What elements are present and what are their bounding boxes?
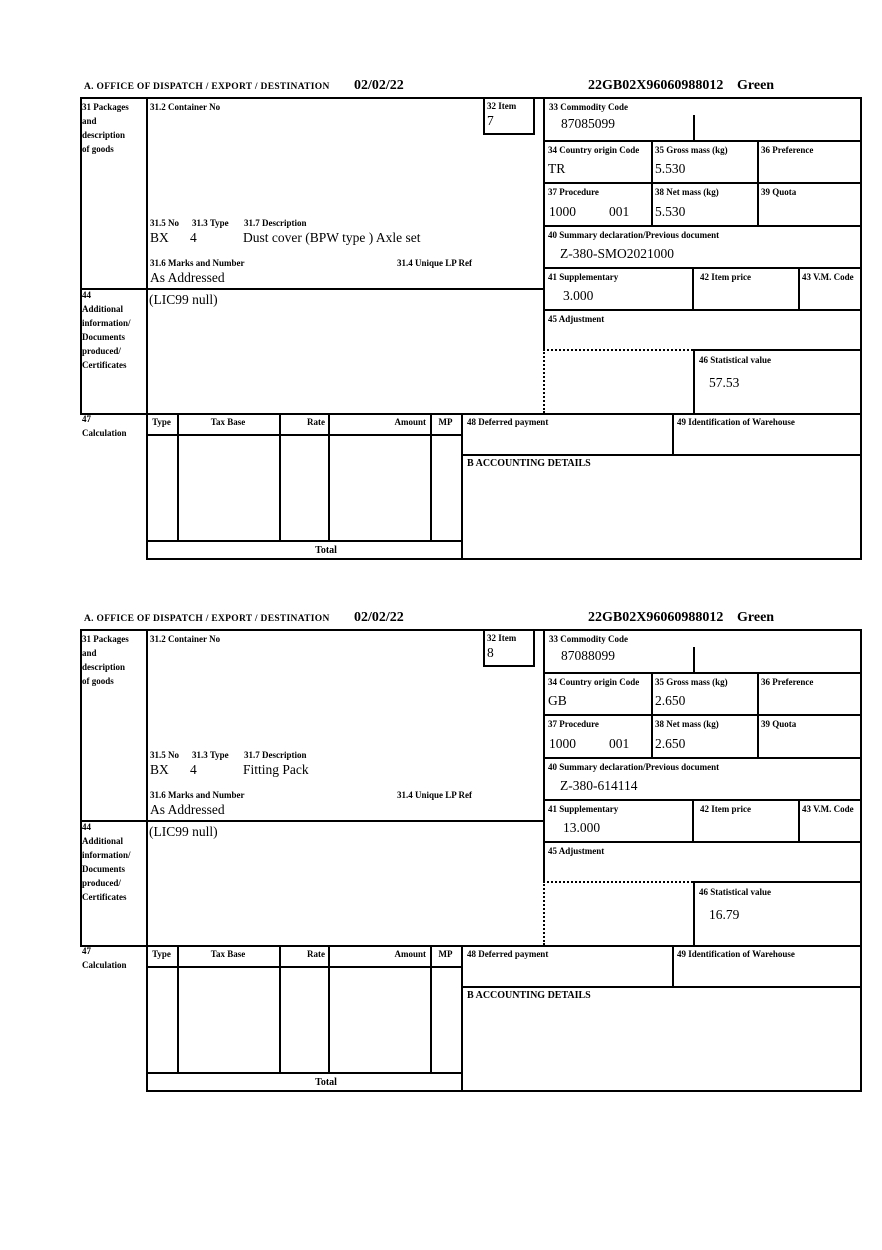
vm-code-label: 43 V.M. Code bbox=[802, 804, 854, 814]
item-price-label: 42 Item price bbox=[700, 804, 751, 814]
dotted-line bbox=[543, 349, 545, 413]
total-label: Total bbox=[315, 1077, 337, 1088]
border-line bbox=[693, 349, 862, 351]
commodity-code-label: 33 Commodity Code bbox=[549, 634, 628, 644]
package-type-value: 4 bbox=[190, 762, 197, 777]
border-line bbox=[543, 799, 862, 801]
summary-declaration-label: 40 Summary declaration/Previous document bbox=[548, 762, 720, 772]
additional-info-label: Certificates bbox=[82, 892, 127, 902]
item-box-border bbox=[533, 629, 535, 665]
item-box-border bbox=[483, 97, 485, 133]
item-label: 32 Item bbox=[487, 101, 517, 111]
border-line bbox=[798, 799, 800, 841]
quota-label: 39 Quota bbox=[761, 719, 797, 729]
border-line bbox=[461, 413, 463, 558]
warehouse-id-label: 49 Identification of Warehouse bbox=[677, 417, 795, 427]
dotted-line bbox=[543, 881, 545, 945]
routing-status: Green bbox=[737, 78, 775, 93]
package-no-label: 31.5 No bbox=[150, 750, 179, 760]
border-line bbox=[279, 413, 281, 540]
package-no-value: BX bbox=[150, 230, 169, 245]
calculation-label: 47 bbox=[82, 414, 91, 424]
border-line bbox=[80, 629, 862, 631]
additional-info-label: Additional bbox=[82, 836, 124, 846]
additional-info-label: information/ bbox=[82, 850, 131, 860]
packages-description-label: description bbox=[82, 662, 126, 672]
calc-col-rate: Rate bbox=[307, 417, 325, 427]
commodity-code-separator bbox=[693, 647, 695, 672]
border-line bbox=[543, 757, 862, 759]
additional-info-label: Additional bbox=[82, 304, 124, 314]
statistical-value: 16.79 bbox=[709, 907, 740, 922]
border-line bbox=[146, 1072, 463, 1074]
additional-info-label: produced/ bbox=[82, 878, 121, 888]
additional-info-label: Certificates bbox=[82, 360, 127, 370]
accounting-details-label: B ACCOUNTING DETAILS bbox=[467, 990, 591, 1001]
additional-info-label: Documents bbox=[82, 332, 125, 342]
border-line bbox=[80, 288, 545, 290]
dotted-line bbox=[543, 349, 693, 351]
marks-numbers-value: As Addressed bbox=[150, 802, 225, 817]
statistical-value-label: 46 Statistical value bbox=[699, 887, 771, 897]
border-line bbox=[177, 413, 179, 540]
border-line bbox=[146, 629, 148, 1090]
gross-mass-value: 5.530 bbox=[655, 161, 686, 176]
border-line bbox=[543, 841, 862, 843]
border-line bbox=[798, 267, 800, 309]
package-type-label: 31.3 Type bbox=[192, 750, 229, 760]
border-line bbox=[543, 672, 862, 674]
gross-mass-label: 35 Gross mass (kg) bbox=[655, 677, 728, 687]
goods-description-label: 31.7 Description bbox=[244, 750, 307, 760]
calc-col-mp: MP bbox=[438, 417, 453, 427]
packages-description-label: 31 Packages bbox=[82, 634, 129, 644]
item-box-border bbox=[483, 665, 535, 667]
summary-declaration-label: 40 Summary declaration/Previous document bbox=[548, 230, 720, 240]
procedure-label: 37 Procedure bbox=[548, 187, 599, 197]
gross-mass-value: 2.650 bbox=[655, 693, 686, 708]
packages-description-label: and bbox=[82, 116, 97, 126]
item-box-border bbox=[533, 97, 535, 133]
package-type-value: 4 bbox=[190, 230, 197, 245]
movement-reference-number: 22GB02X96060988012 bbox=[588, 78, 724, 93]
additional-info-value: (LIC99 null) bbox=[149, 292, 218, 307]
border-line bbox=[461, 454, 862, 456]
additional-info-label: Documents bbox=[82, 864, 125, 874]
procedure-label: 37 Procedure bbox=[548, 719, 599, 729]
country-origin-label: 34 Country origin Code bbox=[548, 677, 640, 687]
border-line bbox=[146, 966, 463, 968]
net-mass-value: 5.530 bbox=[655, 204, 686, 219]
border-line bbox=[757, 672, 759, 757]
additional-info-label: 44 bbox=[82, 822, 91, 832]
item-number: 7 bbox=[487, 113, 494, 128]
border-line bbox=[80, 97, 862, 99]
calculation-label: Calculation bbox=[82, 428, 127, 438]
gross-mass-label: 35 Gross mass (kg) bbox=[655, 145, 728, 155]
border-line bbox=[543, 140, 862, 142]
calculation-label: Calculation bbox=[82, 960, 127, 970]
office-of-dispatch-label: A. OFFICE OF DISPATCH / EXPORT / DESTINATION bbox=[84, 82, 330, 92]
border-line bbox=[693, 881, 695, 945]
packages-description-label: description bbox=[82, 130, 126, 140]
border-line bbox=[146, 540, 463, 542]
border-line bbox=[860, 629, 862, 1090]
net-mass-label: 38 Net mass (kg) bbox=[655, 187, 719, 197]
statistical-value-label: 46 Statistical value bbox=[699, 355, 771, 365]
border-line bbox=[80, 820, 545, 822]
border-line bbox=[543, 97, 545, 349]
supplementary-label: 41 Supplementary bbox=[548, 272, 619, 282]
additional-info-value: (LIC99 null) bbox=[149, 824, 218, 839]
border-line bbox=[543, 309, 862, 311]
border-line bbox=[461, 945, 463, 1090]
border-line bbox=[279, 945, 281, 1072]
supplementary-label: 41 Supplementary bbox=[548, 804, 619, 814]
declaration-date: 02/02/22 bbox=[354, 78, 404, 93]
border-line bbox=[651, 672, 653, 757]
adjustment-label: 45 Adjustment bbox=[548, 846, 605, 856]
border-line bbox=[757, 140, 759, 225]
goods-description-label: 31.7 Description bbox=[244, 218, 307, 228]
border-line bbox=[543, 225, 862, 227]
procedure-extension-value: 001 bbox=[609, 204, 630, 219]
preference-label: 36 Preference bbox=[761, 677, 814, 687]
net-mass-value: 2.650 bbox=[655, 736, 686, 751]
calc-col-type: Type bbox=[152, 949, 171, 959]
commodity-code-value: 87085099 bbox=[561, 116, 615, 131]
marks-numbers-label: 31.6 Marks and Number bbox=[150, 790, 245, 800]
border-line bbox=[328, 413, 330, 540]
calculation-label: 47 bbox=[82, 946, 91, 956]
procedure-value: 1000 bbox=[549, 204, 576, 219]
packages-description-label: of goods bbox=[82, 144, 114, 154]
previous-document-value: Z-380-614114 bbox=[560, 778, 638, 793]
item-price-label: 42 Item price bbox=[700, 272, 751, 282]
dotted-line bbox=[543, 881, 693, 883]
border-line bbox=[146, 97, 148, 558]
routing-status: Green bbox=[737, 610, 775, 625]
border-line bbox=[80, 413, 862, 415]
item-box-border bbox=[483, 133, 535, 135]
marks-numbers-label: 31.6 Marks and Number bbox=[150, 258, 245, 268]
border-line bbox=[146, 434, 463, 436]
border-line bbox=[328, 945, 330, 1072]
calc-col-rate: Rate bbox=[307, 949, 325, 959]
border-line bbox=[146, 1090, 862, 1092]
additional-info-label: produced/ bbox=[82, 346, 121, 356]
border-line bbox=[177, 945, 179, 1072]
border-line bbox=[860, 97, 862, 558]
calc-col-amount: Amount bbox=[394, 417, 426, 427]
unique-lp-ref-label: 31.4 Unique LP Ref bbox=[397, 790, 473, 800]
sad-continuation-form bbox=[80, 75, 862, 561]
border-line bbox=[461, 986, 862, 988]
additional-info-label: information/ bbox=[82, 318, 131, 328]
border-line bbox=[651, 140, 653, 225]
unique-lp-ref-label: 31.4 Unique LP Ref bbox=[397, 258, 473, 268]
deferred-payment-label: 48 Deferred payment bbox=[467, 417, 549, 427]
border-line bbox=[672, 945, 674, 986]
statistical-value: 57.53 bbox=[709, 375, 740, 390]
border-line bbox=[80, 945, 862, 947]
item-number: 8 bbox=[487, 645, 494, 660]
border-line bbox=[692, 267, 694, 309]
container-no-label: 31.2 Container No bbox=[150, 102, 221, 112]
country-origin-value: TR bbox=[548, 161, 566, 176]
country-origin-value: GB bbox=[548, 693, 567, 708]
net-mass-label: 38 Net mass (kg) bbox=[655, 719, 719, 729]
border-line bbox=[543, 714, 862, 716]
preference-label: 36 Preference bbox=[761, 145, 814, 155]
previous-document-value: Z-380-SMO2021000 bbox=[560, 246, 674, 261]
goods-description-value: Fitting Pack bbox=[243, 762, 309, 777]
item-label: 32 Item bbox=[487, 633, 517, 643]
adjustment-label: 45 Adjustment bbox=[548, 314, 605, 324]
packages-description-label: 31 Packages bbox=[82, 102, 129, 112]
border-line bbox=[543, 629, 545, 881]
warehouse-id-label: 49 Identification of Warehouse bbox=[677, 949, 795, 959]
commodity-code-separator bbox=[693, 115, 695, 140]
calc-col-amount: Amount bbox=[394, 949, 426, 959]
procedure-extension-value: 001 bbox=[609, 736, 630, 751]
border-line bbox=[543, 267, 862, 269]
border-line bbox=[430, 945, 432, 1072]
border-line bbox=[692, 799, 694, 841]
border-line bbox=[693, 349, 695, 413]
border-line bbox=[543, 182, 862, 184]
sad-continuation-form bbox=[80, 607, 862, 1093]
package-no-label: 31.5 No bbox=[150, 218, 179, 228]
declaration-date: 02/02/22 bbox=[354, 610, 404, 625]
office-of-dispatch-label: A. OFFICE OF DISPATCH / EXPORT / DESTINATION bbox=[84, 614, 330, 624]
packages-description-label: of goods bbox=[82, 676, 114, 686]
package-type-label: 31.3 Type bbox=[192, 218, 229, 228]
additional-info-label: 44 bbox=[82, 290, 91, 300]
goods-description-value: Dust cover (BPW type ) Axle set bbox=[243, 230, 421, 245]
border-line bbox=[672, 413, 674, 454]
item-box-border bbox=[483, 629, 485, 665]
package-no-value: BX bbox=[150, 762, 169, 777]
commodity-code-value: 87088099 bbox=[561, 648, 615, 663]
commodity-code-label: 33 Commodity Code bbox=[549, 102, 628, 112]
supplementary-value: 13.000 bbox=[563, 820, 601, 835]
deferred-payment-label: 48 Deferred payment bbox=[467, 949, 549, 959]
calc-col-taxbase: Tax Base bbox=[210, 949, 246, 959]
vm-code-label: 43 V.M. Code bbox=[802, 272, 854, 282]
calc-col-taxbase: Tax Base bbox=[210, 417, 246, 427]
calc-col-type: Type bbox=[152, 417, 171, 427]
border-line bbox=[146, 558, 862, 560]
calc-col-mp: MP bbox=[438, 949, 453, 959]
total-label: Total bbox=[315, 545, 337, 556]
border-line bbox=[693, 881, 862, 883]
procedure-value: 1000 bbox=[549, 736, 576, 751]
container-no-label: 31.2 Container No bbox=[150, 634, 221, 644]
quota-label: 39 Quota bbox=[761, 187, 797, 197]
accounting-details-label: B ACCOUNTING DETAILS bbox=[467, 458, 591, 469]
packages-description-label: and bbox=[82, 648, 97, 658]
movement-reference-number: 22GB02X96060988012 bbox=[588, 610, 724, 625]
supplementary-value: 3.000 bbox=[563, 288, 594, 303]
border-line bbox=[430, 413, 432, 540]
marks-numbers-value: As Addressed bbox=[150, 270, 225, 285]
country-origin-label: 34 Country origin Code bbox=[548, 145, 640, 155]
